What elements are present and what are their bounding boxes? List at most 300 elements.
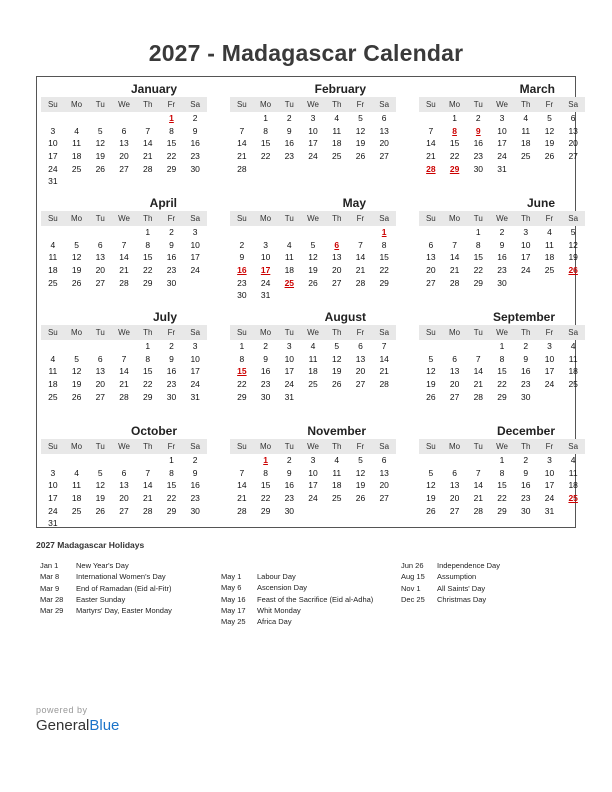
week-row [41, 251, 207, 264]
day-cell: 16 [497, 252, 507, 263]
month-name: July [152, 310, 177, 324]
holiday-item [40, 571, 172, 582]
day-cell: 20 [95, 265, 106, 276]
day-cell: 14 [473, 480, 484, 491]
weekday-label: Tu [473, 214, 483, 223]
day-cell: 13 [449, 366, 460, 377]
day-cell: 21 [237, 151, 247, 162]
day-cell: 10 [48, 480, 58, 491]
week-row [41, 277, 207, 290]
day-cell: 16 [260, 366, 271, 377]
day-cell: 3 [286, 341, 292, 351]
day-cell [325, 505, 349, 518]
day-cell [325, 226, 349, 239]
day-cell: 23 [521, 493, 531, 504]
day-cell: 26 [95, 163, 106, 174]
day-cell: 27 [568, 151, 578, 162]
day-cell: 14 [119, 252, 129, 263]
holiday-item [401, 571, 500, 582]
day-cell [419, 340, 443, 353]
day-cell: 29 [473, 277, 484, 288]
day-cell [183, 175, 207, 188]
week-row [419, 340, 585, 353]
day-cell: 29 [143, 277, 153, 288]
day-cell: 30 [237, 290, 247, 301]
day-cell: 6 [428, 239, 434, 250]
week-row [41, 353, 207, 366]
day-cell: 5 [358, 113, 363, 123]
week-row [230, 340, 396, 353]
day-cell: 2 [523, 455, 529, 465]
holiday-name: New Year's Day [76, 561, 129, 570]
holiday-item [401, 583, 500, 594]
week-row [419, 277, 585, 290]
day-cell: 17 [48, 151, 58, 162]
day-cell [112, 175, 136, 188]
powered-by-text: powered by [36, 705, 88, 715]
holiday-name: Whit Monday [257, 605, 301, 615]
day-cell: 6 [121, 125, 127, 136]
day-cell: 3 [499, 113, 505, 123]
day-cell: 16 [521, 366, 531, 377]
holiday-item [221, 571, 373, 582]
holiday-day-cell: 25 [568, 493, 578, 504]
weekday-label: Su [425, 328, 436, 337]
weekday-label: Su [47, 100, 58, 109]
day-cell: 22 [497, 493, 507, 504]
holiday-item [221, 594, 373, 605]
day-cell [160, 175, 184, 188]
weekday-header [230, 439, 396, 454]
week-row [41, 226, 207, 239]
day-cell: 23 [521, 379, 531, 390]
weekday-label: Fr [545, 442, 554, 451]
week-row [230, 277, 396, 290]
week-row [419, 365, 585, 378]
day-cell: 31 [48, 176, 58, 187]
page-title: 2027 - Madagascar Calendar [148, 40, 464, 66]
day-cell: 27 [95, 277, 106, 288]
day-cell: 16 [473, 138, 484, 149]
day-cell: 3 [310, 113, 316, 123]
day-cell: 2 [263, 341, 268, 351]
day-cell: 2 [475, 113, 481, 123]
day-cell: 19 [95, 493, 106, 504]
day-cell: 17 [497, 138, 507, 149]
month-august [230, 309, 396, 403]
weekday-label: Th [521, 214, 531, 223]
day-cell: 6 [452, 467, 457, 478]
weekday-label: Fr [356, 100, 365, 109]
month-november [230, 423, 396, 517]
day-cell: 26 [308, 277, 318, 288]
generalblue-logo[interactable] [36, 717, 119, 734]
day-cell: 22 [143, 265, 153, 276]
day-cell: 26 [544, 151, 555, 162]
week-row [41, 479, 207, 492]
holiday-name: Martyrs' Day, Easter Monday [76, 606, 172, 616]
day-cell [349, 391, 373, 404]
day-cell [372, 391, 396, 404]
day-cell: 8 [263, 125, 268, 136]
day-cell: 15 [497, 366, 507, 377]
holidays-title: 2027 Madagascar Holidays [36, 540, 145, 550]
day-cell: 22 [379, 265, 389, 276]
week-row [230, 163, 396, 176]
day-cell: 18 [284, 265, 295, 276]
day-cell: 21 [119, 379, 129, 390]
day-cell: 26 [332, 379, 342, 390]
day-cell: 9 [169, 239, 174, 250]
week-row [230, 239, 396, 252]
weekday-header [419, 439, 585, 454]
day-cell: 24 [48, 163, 58, 174]
day-cell: 15 [143, 252, 153, 263]
week-row [230, 454, 396, 467]
holiday-date: Dec 25 [401, 594, 425, 604]
weekday-label: Su [47, 328, 58, 337]
weekday-label: We [307, 214, 319, 223]
day-cell [514, 277, 538, 290]
day-cell: 20 [332, 265, 342, 276]
day-cell: 14 [237, 480, 247, 491]
week-row [41, 163, 207, 176]
week-row [230, 365, 396, 378]
day-cell: 21 [355, 265, 366, 276]
day-cell [561, 163, 585, 176]
day-cell: 15 [497, 480, 507, 491]
day-cell: 1 [145, 341, 151, 351]
day-cell: 8 [239, 353, 245, 364]
day-cell [65, 340, 89, 353]
day-cell: 19 [544, 138, 555, 149]
day-cell: 29 [497, 505, 507, 516]
day-cell: 14 [449, 252, 460, 263]
week-row [419, 467, 585, 480]
week-row [230, 150, 396, 163]
holiday-date: Jun 26 [401, 561, 424, 570]
week-row [41, 391, 207, 404]
day-cell: 15 [260, 138, 271, 149]
week-row [41, 340, 207, 353]
day-cell: 24 [544, 493, 555, 504]
day-cell: 23 [497, 265, 507, 276]
day-cell: 18 [568, 480, 578, 491]
holiday-date: May 16 [221, 594, 246, 604]
holiday-name: Christmas Day [437, 594, 487, 604]
day-cell: 16 [166, 252, 177, 263]
weekday-label: Th [332, 328, 342, 337]
day-cell: 17 [284, 366, 295, 377]
day-cell: 4 [74, 467, 79, 478]
weekday-label: We [496, 100, 508, 109]
day-cell: 30 [497, 277, 507, 288]
day-cell: 21 [473, 493, 484, 504]
weekday-label: Fr [167, 214, 176, 223]
weekday-label: Sa [568, 442, 579, 451]
day-cell: 26 [355, 151, 366, 162]
day-cell: 28 [119, 277, 129, 288]
holiday-name: Feast of the Sacrifice (Eid al-Adha) [257, 594, 374, 604]
day-cell: 8 [499, 467, 505, 478]
day-cell: 18 [308, 366, 318, 377]
day-cell [183, 277, 207, 290]
weekday-label: Tu [95, 100, 105, 109]
day-cell [88, 226, 112, 239]
day-cell [230, 454, 254, 467]
day-cell: 20 [119, 493, 129, 504]
day-cell: 19 [426, 493, 436, 504]
day-cell [88, 112, 112, 125]
day-cell: 16 [166, 366, 177, 377]
day-cell: 12 [355, 125, 366, 136]
weekday-label: Sa [190, 442, 201, 451]
day-cell: 11 [72, 138, 81, 149]
day-cell: 10 [260, 252, 271, 263]
day-cell: 30 [166, 391, 177, 402]
holiday-day-cell: 17 [260, 265, 271, 276]
day-cell: 10 [308, 125, 318, 136]
week-row [230, 391, 396, 404]
weekday-label: Tu [284, 214, 294, 223]
day-cell: 8 [145, 353, 151, 364]
day-cell: 30 [190, 505, 200, 516]
day-cell: 27 [449, 505, 460, 516]
week-row [419, 163, 585, 176]
day-cell [419, 226, 443, 239]
day-cell: 21 [237, 493, 247, 504]
day-cell: 5 [547, 113, 552, 123]
day-cell: 22 [260, 493, 271, 504]
holiday-column [221, 571, 373, 627]
day-cell: 3 [310, 455, 316, 465]
day-cell: 4 [547, 227, 552, 237]
weekday-label: Su [236, 100, 247, 109]
weekday-label: We [118, 442, 130, 451]
day-cell: 4 [310, 341, 316, 351]
day-cell: 13 [332, 252, 342, 263]
day-cell: 12 [95, 480, 106, 491]
day-cell: 27 [119, 505, 129, 516]
day-cell: 1 [169, 455, 174, 465]
holiday-item [221, 616, 373, 627]
day-cell: 24 [544, 379, 555, 390]
day-cell: 10 [497, 125, 507, 136]
week-row [41, 365, 207, 378]
day-cell: 26 [426, 505, 436, 516]
day-cell: 11 [332, 125, 342, 136]
day-cell: 27 [332, 277, 342, 288]
month-name: August [324, 310, 366, 324]
weekday-label: Th [521, 328, 531, 337]
weekday-label: Tu [284, 100, 294, 109]
holiday-item [40, 605, 172, 616]
day-cell [325, 163, 349, 176]
day-cell: 2 [169, 227, 174, 237]
day-cell: 17 [308, 480, 318, 491]
day-cell: 15 [143, 366, 153, 377]
day-cell [538, 163, 562, 176]
day-cell: 2 [192, 455, 198, 465]
day-cell: 20 [379, 138, 389, 149]
day-cell: 20 [568, 138, 578, 149]
weekday-label: Th [521, 442, 531, 451]
day-cell: 18 [332, 138, 342, 149]
day-cell [538, 277, 562, 290]
day-cell: 3 [547, 455, 552, 465]
day-cell: 23 [166, 379, 177, 390]
week-row [41, 150, 207, 163]
day-cell [372, 163, 396, 176]
day-cell: 23 [190, 151, 200, 162]
week-row [41, 517, 207, 530]
day-cell: 7 [121, 353, 127, 364]
day-cell: 11 [545, 239, 554, 250]
month-february [230, 81, 396, 175]
day-cell [466, 340, 490, 353]
day-cell [136, 517, 160, 530]
day-cell: 27 [426, 277, 436, 288]
month-name: June [526, 196, 555, 210]
holiday-date: May 6 [221, 583, 242, 593]
day-cell: 26 [95, 505, 106, 516]
day-cell: 27 [449, 391, 460, 402]
week-row [419, 505, 585, 518]
holiday-day-cell: 6 [334, 239, 340, 250]
day-cell [443, 454, 467, 467]
day-cell: 19 [71, 265, 82, 276]
day-cell: 22 [237, 379, 247, 390]
day-cell: 1 [499, 341, 505, 351]
weekday-label: Fr [356, 214, 365, 223]
day-cell: 23 [237, 277, 247, 288]
week-row [41, 112, 207, 125]
day-cell [277, 226, 301, 239]
day-cell: 9 [192, 125, 198, 136]
day-cell: 6 [452, 353, 457, 364]
day-cell: 20 [426, 265, 436, 276]
day-cell: 3 [192, 227, 198, 237]
weekday-label: Mo [260, 442, 272, 451]
day-cell: 30 [190, 163, 200, 174]
weekday-label: Su [425, 214, 436, 223]
weekday-label: Su [425, 100, 436, 109]
day-cell: 4 [570, 341, 576, 351]
holiday-item [40, 583, 172, 594]
day-cell: 16 [284, 138, 295, 149]
day-cell: 28 [449, 277, 460, 288]
month-december [419, 423, 585, 517]
day-cell: 2 [239, 239, 245, 250]
day-cell: 7 [475, 353, 481, 364]
weekday-header [41, 325, 207, 340]
day-cell [112, 226, 136, 239]
day-cell: 6 [381, 455, 387, 465]
week-row [419, 378, 585, 391]
day-cell: 9 [263, 353, 268, 364]
day-cell [183, 517, 207, 530]
day-cell [65, 226, 89, 239]
day-cell: 25 [308, 379, 318, 390]
day-cell: 10 [544, 353, 555, 364]
weekday-label: Th [332, 100, 342, 109]
holiday-item [40, 560, 172, 571]
week-row [419, 226, 585, 239]
day-cell: 19 [332, 366, 342, 377]
weekday-header [419, 325, 585, 340]
day-cell: 21 [143, 493, 153, 504]
weekday-label: Sa [379, 442, 390, 451]
week-row [41, 492, 207, 505]
day-cell: 12 [426, 480, 436, 491]
day-cell: 16 [521, 480, 531, 491]
day-cell: 11 [72, 480, 81, 491]
weekday-label: Sa [379, 214, 390, 223]
holiday-item [40, 594, 172, 605]
weekday-header [230, 211, 396, 226]
day-cell: 3 [547, 341, 552, 351]
day-cell [349, 505, 373, 518]
day-cell [88, 340, 112, 353]
day-cell: 24 [308, 151, 318, 162]
holiday-name: All Saints' Day [437, 583, 486, 593]
weekday-label: Mo [449, 442, 461, 451]
day-cell: 2 [286, 113, 292, 123]
day-cell: 14 [237, 138, 247, 149]
day-cell: 19 [308, 265, 318, 276]
day-cell: 20 [95, 379, 106, 390]
day-cell [230, 226, 254, 239]
holiday-day-cell: 29 [449, 163, 460, 174]
day-cell: 6 [358, 341, 363, 351]
day-cell: 5 [97, 125, 103, 136]
weekday-label: Sa [190, 214, 201, 223]
day-cell: 4 [286, 239, 292, 250]
day-cell: 31 [260, 290, 271, 301]
month-name: January [130, 82, 177, 96]
day-cell: 25 [71, 505, 82, 516]
day-cell: 7 [452, 239, 457, 250]
day-cell [136, 175, 160, 188]
week-row [230, 378, 396, 391]
day-cell: 17 [521, 252, 531, 263]
day-cell: 27 [95, 391, 106, 402]
day-cell [561, 277, 585, 290]
holiday-day-cell: 1 [169, 113, 174, 123]
day-cell: 28 [473, 391, 484, 402]
holiday-name: International Women's Day [76, 572, 166, 582]
day-cell: 18 [332, 480, 342, 491]
day-cell: 25 [568, 379, 578, 390]
weekday-label: Th [143, 442, 153, 451]
day-cell: 8 [475, 239, 481, 250]
week-row [230, 467, 396, 480]
weekday-header [41, 97, 207, 112]
month-name: December [496, 424, 555, 438]
weekday-label: Tu [95, 214, 105, 223]
day-cell: 31 [284, 391, 295, 402]
day-cell: 5 [74, 353, 79, 364]
day-cell [325, 391, 349, 404]
weekday-label: We [307, 100, 319, 109]
day-cell: 15 [166, 138, 177, 149]
day-cell [88, 517, 112, 530]
week-row [419, 492, 585, 505]
day-cell: 21 [473, 379, 484, 390]
week-row [41, 239, 207, 252]
day-cell: 29 [260, 505, 271, 516]
day-cell: 12 [426, 366, 436, 377]
